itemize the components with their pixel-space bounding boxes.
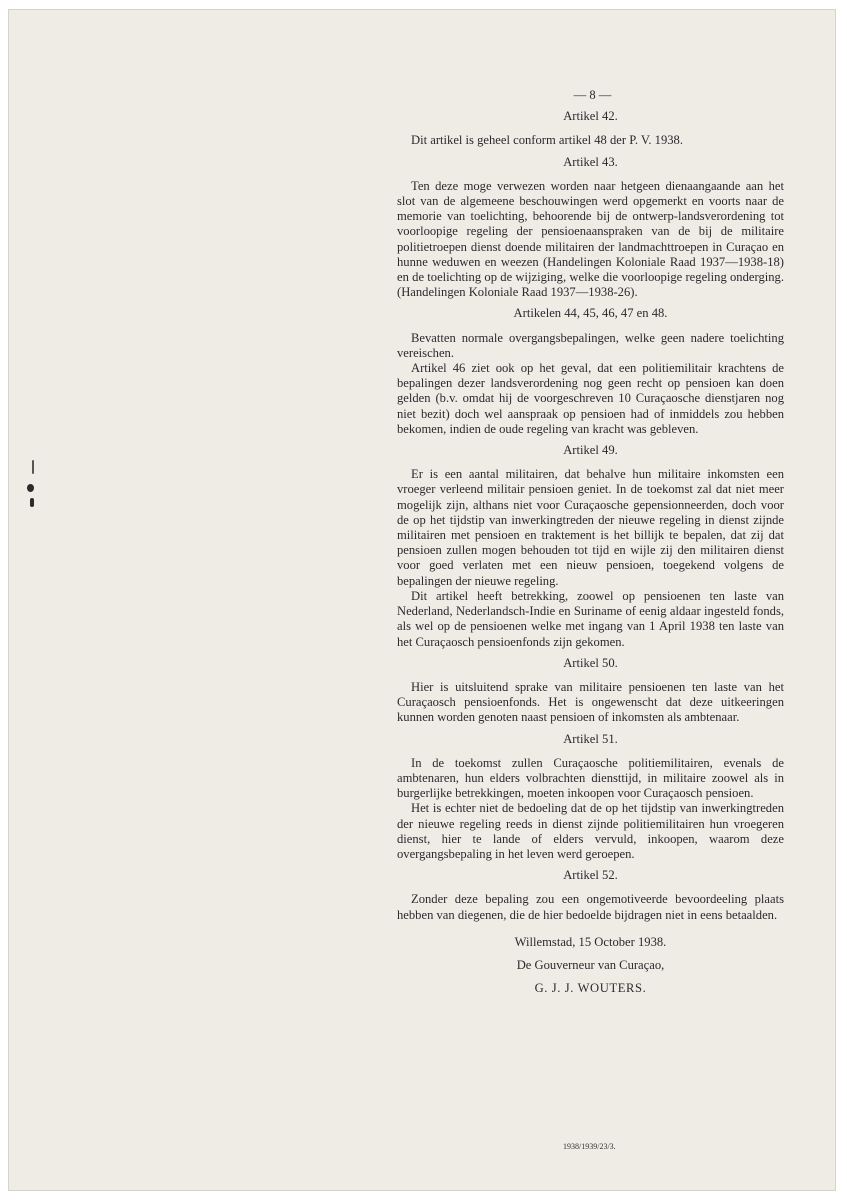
articles-container xyxy=(397,109,784,923)
article-section xyxy=(397,732,784,863)
article-paragraph: Dit artikel is geheel conform artikel 48 der P. V. 1938. xyxy=(411,133,683,148)
tick-mark xyxy=(32,460,34,474)
article-heading: Artikelen 44, 45, 46, 47 en 48. xyxy=(513,306,668,321)
article-section xyxy=(397,306,784,437)
article-section xyxy=(397,656,784,726)
punch-hole-mark xyxy=(27,484,34,492)
article-heading: Artikel 42. xyxy=(563,109,618,124)
signature-title: De Gouverneur van Curaçao, xyxy=(516,957,665,972)
article-paragraph: Hier is uitsluitend sprake van militaire pensioenen ten laste van het Curaçaosch pensioenfonds. Het is ongewenscht dat deze uitkeeringen kunnen worden genoten naast pensioen of inkomsten als ambtenaar. xyxy=(397,679,784,725)
article-heading: Artikel 49. xyxy=(563,443,618,458)
article-paragraph: Het is echter niet de bedoeling dat de op het tijdstip van inwerkingtreden der nieuwe regeling reeds in dienst zijnde politiemilitairen hun vroegeren dienst, hier te lande of elders vervuld, inkoopen, waarom deze overgangsbepaling in het leven werd geroepen. xyxy=(397,801,784,861)
article-paragraph: Artikel 46 ziet ook op het geval, dat een politiemilitair krachtens de bepalingen dezer landsverordening nog geen recht op pensioen kan doen gelden (b.v. omdat hij de voorgeschreven 10 Curaçaosche dienstjaren nog niet bezit) doch wel aanspraak op pensioen had of inmiddels zou hebben bekomen, indien de oude regeling van kracht was gebleven. xyxy=(397,361,784,436)
punch-hole-mark xyxy=(30,498,34,507)
article-paragraph: Bevatten normale overgangsbepalingen, welke geen nadere toelichting vereischen. xyxy=(397,330,784,360)
article-paragraph: In de toekomst zullen Curaçaosche politiemilitairen, evenals de ambtenaren, hun elders volbrachten diensttijd, in militaire zoowel als in burgerlijke betrekkingen, moeten inkoopen voor Curaçaosch pensioen. xyxy=(397,755,784,801)
text-column xyxy=(397,88,784,1004)
article-paragraph: Dit artikel heeft betrekking, zoowel op pensioenen ten laste van Nederland, Nederlandsch-Indie en Suriname of eenig aldaar ingesteld fonds, als wel op de pensioenen welke met ingang van 1 April 1938 ten laste van het Curaçaosch pensioenfonds zijn gekomen. xyxy=(397,588,784,649)
article-paragraph: Ten deze moge verwezen worden naar hetgeen dienaangaande aan het slot van de algemeene beschouwingen werd opgemerkt en voorts naar de memorie van toelichting, behoorende bij de ontwerp-landsverordening tot voorloopige regeling der pensioenaanspraken van de bij de militaire politietroepen dienst doende militairen der landmachttroepen in Curaçao en hunne weduwen en weezen (Handelingen Koloniale Raad 1937—1938-18) en de toelichting op de wijziging, welke die voorloopige regeling onderging.(Handelingen Koloniale Raad 1937—1938-26). xyxy=(397,178,784,300)
article-section xyxy=(397,443,784,650)
article-heading: Artikel 51. xyxy=(563,731,618,746)
article-paragraph: Er is een aantal militairen, dat behalve hun militaire inkomsten een vroeger verleend militair pensioen geniet. In de toekomst zal dat niet meer mogelijk zijn, althans niet voor Curaçaosche gepensionneerden, doch voor de op het tijdstip van inwerkingtreden der nieuwe regeling in dienst zijnde militairen met pensioen en traktement is het billijk te bepalen, dat zij dat pensioen zullen mogen behouden tot tijd en wijle zij den militairen dienst voor goed verlaten met een nieuw pensioen, toegekend volgens de bepalingen der nieuwe regeling. xyxy=(397,467,784,588)
article-section xyxy=(397,109,784,148)
page-number: — 8 — xyxy=(573,88,612,102)
article-heading: Artikel 50. xyxy=(563,655,618,670)
article-paragraph: Zonder deze bepaling zou een ongemotiveerde bevoordeeling plaats hebben van diegenen, die de hier bedoelde bijdragen niet in eens betaalden. xyxy=(397,892,784,922)
article-section xyxy=(397,868,784,923)
article-heading: Artikel 43. xyxy=(563,154,618,169)
article-section xyxy=(397,155,784,301)
signature-name: G. J. J. WOUTERS. xyxy=(534,981,647,996)
reference-code: 1938/1939/23/3. xyxy=(563,1142,616,1151)
article-heading: Artikel 52. xyxy=(563,868,618,883)
signature-place-date: Willemstad, 15 October 1938. xyxy=(514,934,667,949)
